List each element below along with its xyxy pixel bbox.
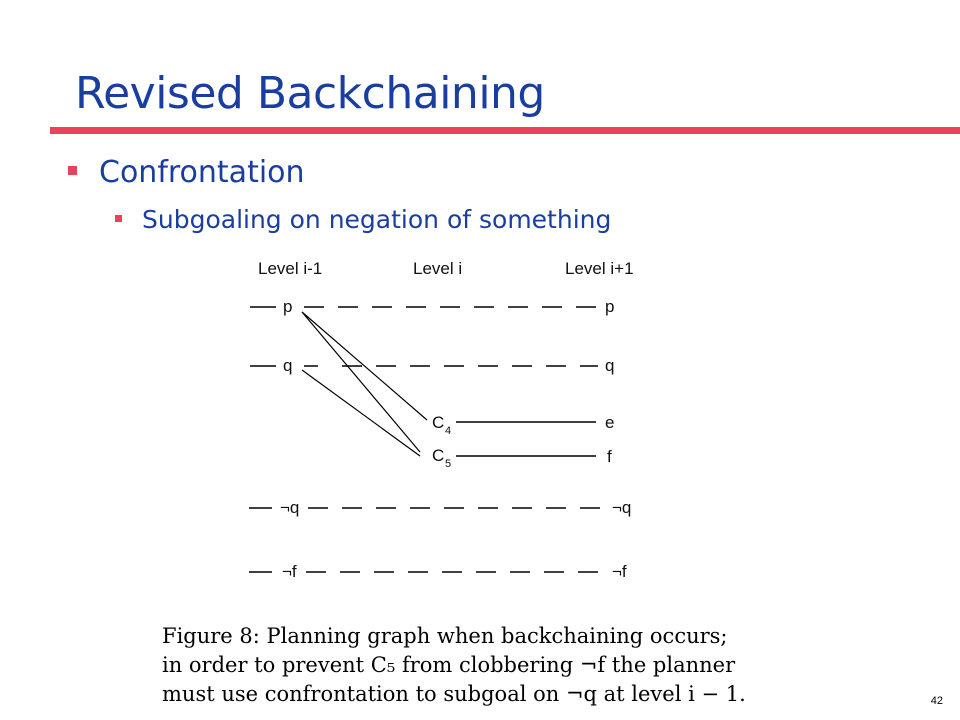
caption-line-2: in order to prevent C₅ from clobbering ¬f the planner — [162, 653, 736, 677]
right-label-not-f: ¬f — [612, 562, 627, 581]
right-label-p: p — [605, 297, 615, 316]
edge-p-to-c5 — [302, 312, 420, 452]
level-header-i-minus-1: Level i-1 — [258, 259, 323, 278]
left-label-not-f: ¬f — [282, 562, 297, 581]
left-label-p: p — [283, 297, 293, 316]
left-label-not-q: ¬q — [280, 498, 300, 517]
bullet-level1-text: Confrontation — [99, 155, 305, 190]
action-subscript-5: 5 — [445, 458, 452, 470]
caption-line-3: must use confrontation to subgoal on ¬q at level i − 1. — [162, 682, 746, 706]
right-label-q: q — [605, 356, 615, 375]
left-label-q: q — [283, 356, 293, 375]
right-label-e: e — [605, 413, 615, 432]
action-label-c5: C — [432, 446, 445, 465]
right-label-f: f — [607, 447, 612, 466]
level-header-i-plus-1: Level i+1 — [565, 259, 634, 278]
level-header-i: Level i — [413, 259, 463, 278]
bullet-level2-text: Subgoaling on negation of something — [142, 205, 612, 234]
page-number: 42 — [930, 695, 943, 707]
caption-line-1: Figure 8: Planning graph when backchaining occurs; — [162, 624, 728, 648]
figure-caption — [162, 622, 782, 709]
action-label-c4: C — [432, 413, 445, 432]
right-label-not-q: ¬q — [612, 498, 632, 517]
slide-title: Revised Backchaining — [75, 68, 545, 119]
action-subscript-4: 4 — [445, 425, 452, 437]
edge-p-to-c4 — [302, 312, 427, 420]
